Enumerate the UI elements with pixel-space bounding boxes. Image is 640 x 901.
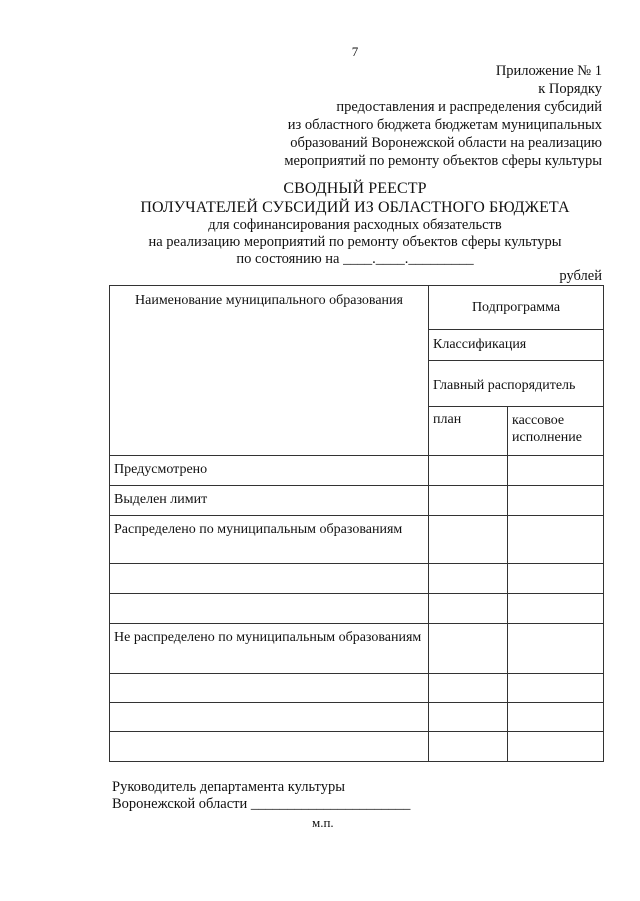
header-chief-manager: Главный распорядитель <box>429 361 604 407</box>
plan-cell <box>429 456 508 486</box>
signature-title: Руководитель департамента культуры <box>112 779 345 795</box>
execution-cell <box>508 516 604 564</box>
appendix-line: из областного бюджета бюджетам муниципальных <box>287 117 602 133</box>
appendix-line: мероприятий по ремонту объектов сферы культуры <box>284 153 602 169</box>
table-row <box>110 594 604 624</box>
plan-cell <box>429 703 508 732</box>
execution-cell <box>508 486 604 516</box>
header-subprogram: Подпрограмма <box>429 286 604 330</box>
row-label <box>110 594 429 624</box>
execution-cell <box>508 594 604 624</box>
appendix-line: к Порядку <box>538 81 602 97</box>
table-row <box>110 674 604 703</box>
execution-cell <box>508 703 604 732</box>
row-label: Не распределено по муниципальным образованиям <box>110 624 429 674</box>
row-label: Распределено по муниципальным образованиям <box>110 516 429 564</box>
row-label: Выделен лимит <box>110 486 429 516</box>
row-label <box>110 732 429 762</box>
row-label <box>110 564 429 594</box>
stamp-place: м.п. <box>312 815 334 830</box>
document-title: СВОДНЫЙ РЕЕСТР <box>283 180 427 197</box>
document-subtitle-line2: на реализацию мероприятий по ремонту объектов сферы культуры <box>148 234 562 250</box>
header-cash-execution: кассовое исполнение <box>508 407 604 456</box>
appendix-line: образований Воронежской области на реализацию <box>290 135 602 151</box>
document-title-line2: ПОЛУЧАТЕЛЕЙ СУБСИДИЙ ИЗ ОБЛАСТНОГО БЮДЖЕТА <box>140 199 570 216</box>
plan-cell <box>429 674 508 703</box>
execution-cell <box>508 624 604 674</box>
plan-cell <box>429 594 508 624</box>
document-subtitle: для софинансирования расходных обязательств <box>208 217 502 233</box>
plan-cell <box>429 516 508 564</box>
plan-cell <box>429 624 508 674</box>
execution-cell <box>508 732 604 762</box>
plan-cell <box>429 732 508 762</box>
row-label: Предусмотрено <box>110 456 429 486</box>
execution-cell <box>508 456 604 486</box>
table-row <box>110 732 604 762</box>
table-row <box>110 703 604 732</box>
table-row <box>110 486 604 516</box>
execution-cell <box>508 564 604 594</box>
plan-cell <box>429 564 508 594</box>
currency-label: рублей <box>559 268 602 284</box>
page-number: 7 <box>351 44 359 59</box>
document-heading <box>0 179 640 268</box>
header-plan: план <box>429 407 508 456</box>
row-label <box>110 703 429 732</box>
signature-line: Воронежской области ______________________ <box>112 796 411 812</box>
header-classification: Классификация <box>429 330 604 361</box>
appendix-line: предоставления и распределения субсидий <box>336 99 602 115</box>
header-municipality-name: Наименование муниципального образования <box>110 286 429 456</box>
registry-table <box>109 285 604 762</box>
table-row <box>110 456 604 486</box>
execution-cell <box>508 674 604 703</box>
row-label <box>110 674 429 703</box>
table-row <box>110 624 604 674</box>
date-line: по состоянию на ____.____._________ <box>236 251 474 267</box>
appendix-line: Приложение № 1 <box>495 63 602 79</box>
table-row <box>110 564 604 594</box>
appendix-note <box>284 62 602 170</box>
table-row <box>110 516 604 564</box>
plan-cell <box>429 486 508 516</box>
signature-block <box>112 779 410 813</box>
